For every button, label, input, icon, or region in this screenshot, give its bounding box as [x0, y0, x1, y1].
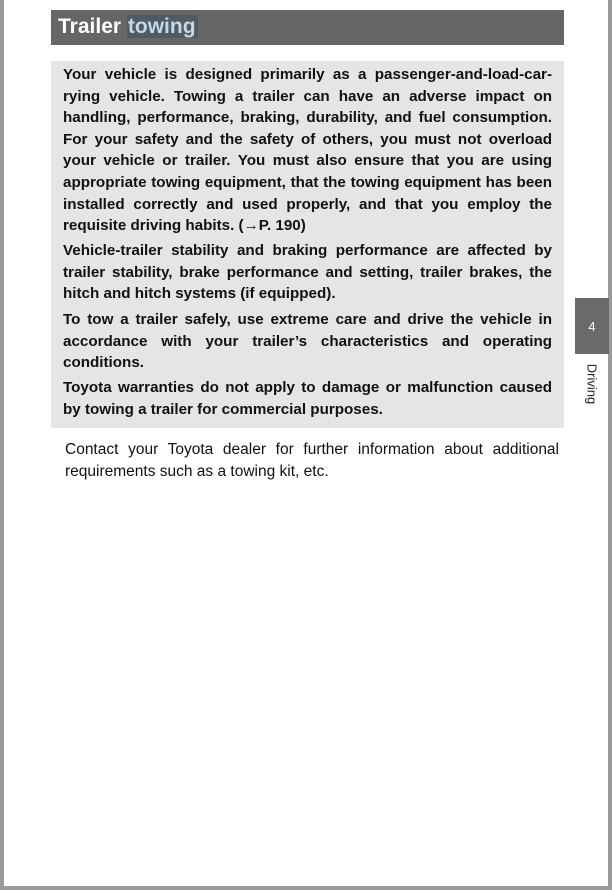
section-title: [58, 14, 198, 40]
chapter-label: Driving: [584, 363, 600, 405]
section-title-word: Trailer: [58, 15, 127, 38]
caution-box: [51, 61, 564, 428]
caution-paragraph-4: Toyota warranties do not apply to damage or malfunction caused by towing a trailer for commercial purposes.: [63, 379, 552, 418]
caution-paragraph-2: Vehicle-trailer stability and braking performance are affected by trailer stability, brake performance and setting, trailer brakes, the hitch and hitch systems (if equipped).: [63, 242, 552, 303]
info-paragraph: Contact your Toyota dealer for further information about additional requirements such as a towing kit, etc.: [65, 441, 559, 480]
page-border-left: [0, 0, 4, 890]
page-border-right: [608, 0, 612, 890]
chapter-number: 4: [588, 318, 596, 334]
chapter-tab[interactable]: [575, 298, 609, 354]
section-title-highlight: towing: [127, 15, 196, 38]
caution-paragraph-1: Your vehicle is designed primarily as a passenger-and-load-carrying vehicle. Towing a trailer can have an adverse impact on handling, performance, braking, durability, and fuel consumption. For your safety and the safety of others, you must not overload your vehicle or trailer. You must also ensure that you are using appropriate towing equipment, that the towing equipment has been installed correctly and used properly, and that you employ the requisite driving habits. (→P. 190): [63, 66, 552, 235]
caution-paragraph-3: To tow a trailer safely, use extreme care and drive the vehicle in accordance with your trailer’s characteristics and operating conditions.: [63, 311, 552, 372]
section-title-bar: [51, 10, 564, 45]
page-border-bottom: [0, 886, 612, 890]
